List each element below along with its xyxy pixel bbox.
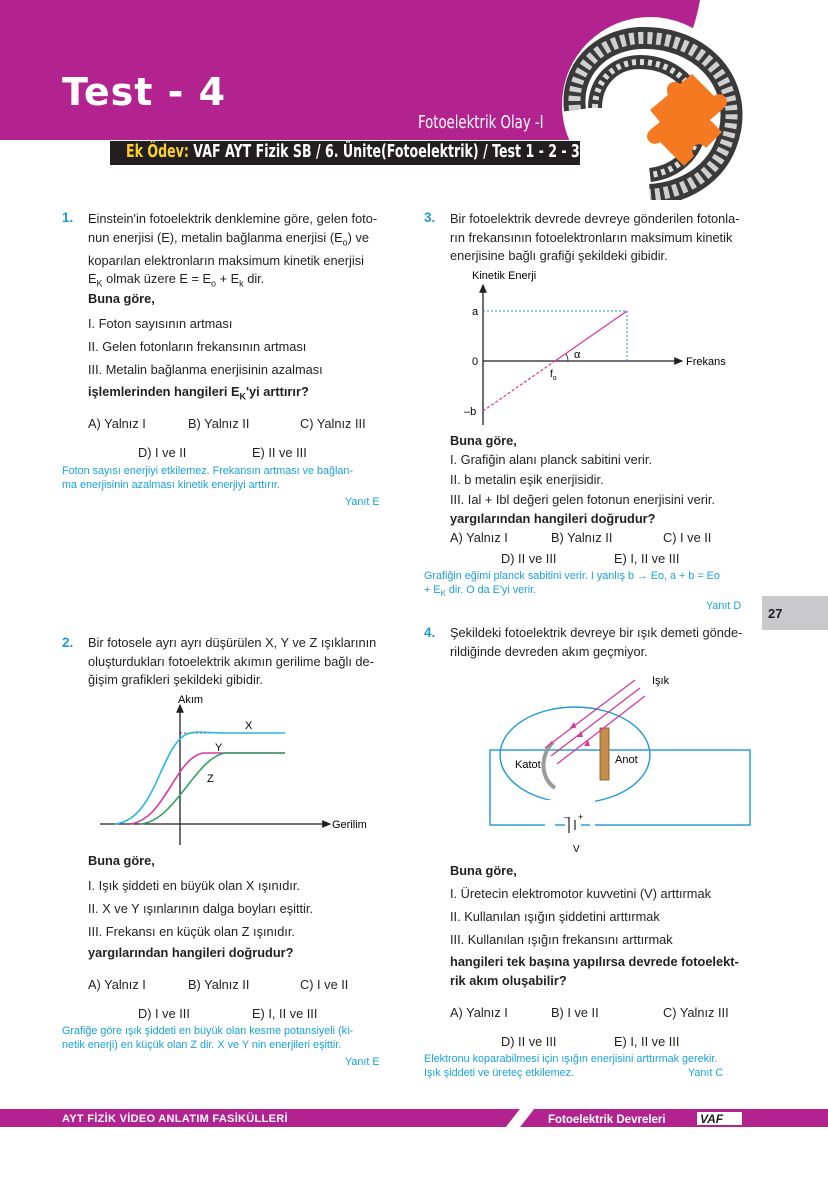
q1-question: işlemlerinden hangileri $E_K'yi$ arttırır? [88, 384, 309, 402]
q2-option-d: D) I ve III [138, 1006, 190, 1021]
q2-solution: Grafiğe göre ışık şiddeti en büyük olan kesme potansiyeli (ki- netik enerji) en küçük olan Z dir. X ve Y nin enerjileri eşittir. [62, 1025, 354, 1051]
q1-option-e: E) II ve III [252, 445, 307, 460]
q3-tick-0: 0 [472, 356, 479, 368]
q3-y-label: Kinetik Enerji [472, 270, 537, 282]
q3-x-label: Frekans [686, 356, 726, 368]
anode-label: Anot [615, 754, 638, 766]
q2-graph [95, 690, 385, 850]
footer-chapter-title: Fotoelektrik Devreleri [548, 1114, 666, 1126]
q2-y-label: Akım [178, 694, 204, 706]
q3-text: Bir fotoelektrik devrede devreye gönderilen fotonla- rın frekansının fotoelektronların maksimum kinetik enerjisine bağlı grafiği şekildeki gibidir. [450, 211, 740, 263]
test-title: Test - 4 [62, 70, 227, 114]
q1-solution: Foton sayısı enerjiyi etkilemez. Frekansın artması ve bağlan- ma enerjisinin azalması kinetik enerjiyi arttırır. [62, 465, 354, 491]
q1-line: nun enerjisi (E), metalin bağlanma enerjisi $(E_o)$ ve [88, 229, 369, 248]
q1-text [88, 210, 382, 293]
q3-question: yargılarından hangileri doğrudur? [450, 511, 656, 526]
q2-x-label: Gerilim [332, 819, 367, 831]
q2-answer: Yanıt E [345, 1056, 380, 1068]
homework-text [126, 142, 580, 162]
light-label: Işık [652, 675, 670, 687]
q3-tick-a: a [472, 306, 479, 318]
q3-answer: Yanıt D [706, 600, 742, 612]
q4-statement-3: III. Kullanılan ışığın frekansını arttırmak [450, 932, 673, 947]
q1-option-b: B) Yalnız II [188, 416, 250, 431]
q1-lead: Buna göre, [88, 291, 155, 306]
q2-label-x: X [245, 720, 253, 732]
q3-statement-3: III. Ial + Ibl değeri gelen fotonun enerjisini verir. [450, 492, 715, 507]
q3-lead: Buna göre, [450, 433, 517, 448]
q3-kinetic-line [555, 311, 627, 361]
q2-option-b: B) Yalnız II [188, 977, 250, 992]
q4-question: hangileri tek başına yapılırsa devrede fotoelekt- rik akım oluşabilir? [450, 954, 739, 988]
homework-reference: VAF AYT Fizik SB / 6. Ünite(Fotoelektrik) / Test 1 - 2 - 3 [188, 142, 580, 162]
q2-lead: Buna göre, [88, 853, 155, 868]
q3-extrapolation-line [483, 361, 555, 411]
q2-statement-1: I. Işık şiddeti en büyük olan X ışınıdır. [88, 878, 300, 893]
cathode-plate [543, 742, 555, 788]
q2-curve-z [140, 753, 285, 824]
q4-option-d: D) II ve III [501, 1034, 557, 1049]
q2-option-a: A) Yalnız I [88, 977, 146, 992]
q1-line: koparılan elektronların maksimum kinetik enerjisi [88, 252, 364, 268]
q4-lead: Buna göre, [450, 863, 517, 878]
q3-number: 3. [424, 210, 436, 225]
q2-curve-x [115, 732, 285, 824]
q2-number: 2. [62, 635, 74, 650]
q2-option-e: E) I, II ve III [252, 1006, 318, 1021]
q3-option-c: C) I ve II [663, 530, 712, 545]
q3-angle: α [574, 349, 581, 361]
q4-statement-1: I. Üretecin elektromotor kuvvetini (V) arttırmak [450, 886, 711, 901]
q3-statement-2: II. b metalin eşik enerjisidir. [450, 472, 604, 487]
q4-answer: Yanıt C [688, 1067, 724, 1079]
q1-answer: Yanıt E [345, 496, 380, 508]
q2-statement-3: III. Frekansı en küçük olan Z ışınıdır. [88, 924, 295, 939]
q3-option-a: A) Yalnız I [450, 530, 508, 545]
q4-option-c: C) Yalnız III [663, 1005, 729, 1020]
q1-line: $E_K$ olmak üzere $E = E_o + E_k$ dir. [88, 271, 265, 289]
q1-option-a: A) Yalnız I [88, 416, 146, 431]
q3-graph [450, 265, 750, 430]
page-number: 27 [768, 606, 783, 621]
q1-statement-2: II. Gelen fotonların frekansının artması [88, 339, 307, 354]
q4-text: Şekildeki fotoelektrik devreye bir ışık demeti gönde- rildiğinde devreden akım geçmiyor. [450, 625, 743, 659]
q3-option-d: D) II ve III [501, 551, 557, 566]
q3-statement-1: I. Grafiğin alanı planck sabitini verir. [450, 452, 653, 467]
q3-tick-b: –b [464, 406, 477, 418]
q1-line: Einstein'in fotoelektrik denklemine göre, gelen foto- [88, 211, 378, 226]
homework-label: Ek Ödev: [126, 142, 189, 162]
battery-label: V [573, 844, 580, 855]
q2-option-c: C) I ve II [300, 977, 349, 992]
q3-solution: Grafiğin eğimi planck sabitini verir. I yanlış b → Eo, a + b = Eo + $E_K$ dir. O da E'yi verir. [424, 570, 720, 599]
battery-plus: + [578, 812, 584, 822]
battery-minus: – [564, 812, 570, 822]
q1-option-c: C) Yalnız III [300, 416, 366, 431]
q4-number: 4. [424, 625, 436, 640]
q3-f0: $f_o$ [550, 369, 557, 382]
q1-statement-3: III. Metalin bağlanma enerjisinin azalması [88, 362, 323, 377]
q4-statement-2: II. Kullanılan ışığın şiddetini arttırmak [450, 909, 660, 924]
q4-solution: Elektronu koparabilmesi için ışığın enerjisini arttırmak gerekir. Işık şiddeti ve üreteç etkilemez. [424, 1053, 718, 1079]
q4-option-b: B) I ve II [551, 1005, 599, 1020]
q1-number: 1. [62, 210, 74, 225]
topic-title: Fotoelektrik Olay -I [418, 112, 544, 133]
q3-option-b: B) Yalnız II [551, 530, 613, 545]
q3-option-e: E) I, II ve III [614, 551, 680, 566]
cathode-label: Katot [515, 759, 541, 771]
q1-statement-1: I. Foton sayısının artması [88, 316, 233, 331]
q4-circuit-figure [485, 660, 755, 860]
anode-plate [600, 728, 609, 780]
q2-label-y: Y [215, 742, 223, 754]
vaf-logo: VAF [700, 1112, 724, 1126]
q1-option-d: D) I ve II [138, 445, 187, 460]
q4-option-e: E) I, II ve III [614, 1034, 680, 1049]
q4-option-a: A) Yalnız I [450, 1005, 508, 1020]
q2-question: yargılarından hangileri doğrudur? [88, 945, 294, 960]
q2-statement-2: II. X ve Y ışınlarının dalga boyları eşittir. [88, 901, 314, 916]
q2-label-z: Z [207, 773, 214, 785]
q2-text: Bir fotosele ayrı ayrı düşürülen X, Y ve Z ışıklarının oluşturdukları fotoelektrik akımın gerilime bağlı de- ğişim grafikleri şekildeki gibidir. [88, 635, 377, 687]
footer-series-title: AYT FİZİK VİDEO ANLATIM FASİKÜLLERİ [62, 1113, 288, 1125]
